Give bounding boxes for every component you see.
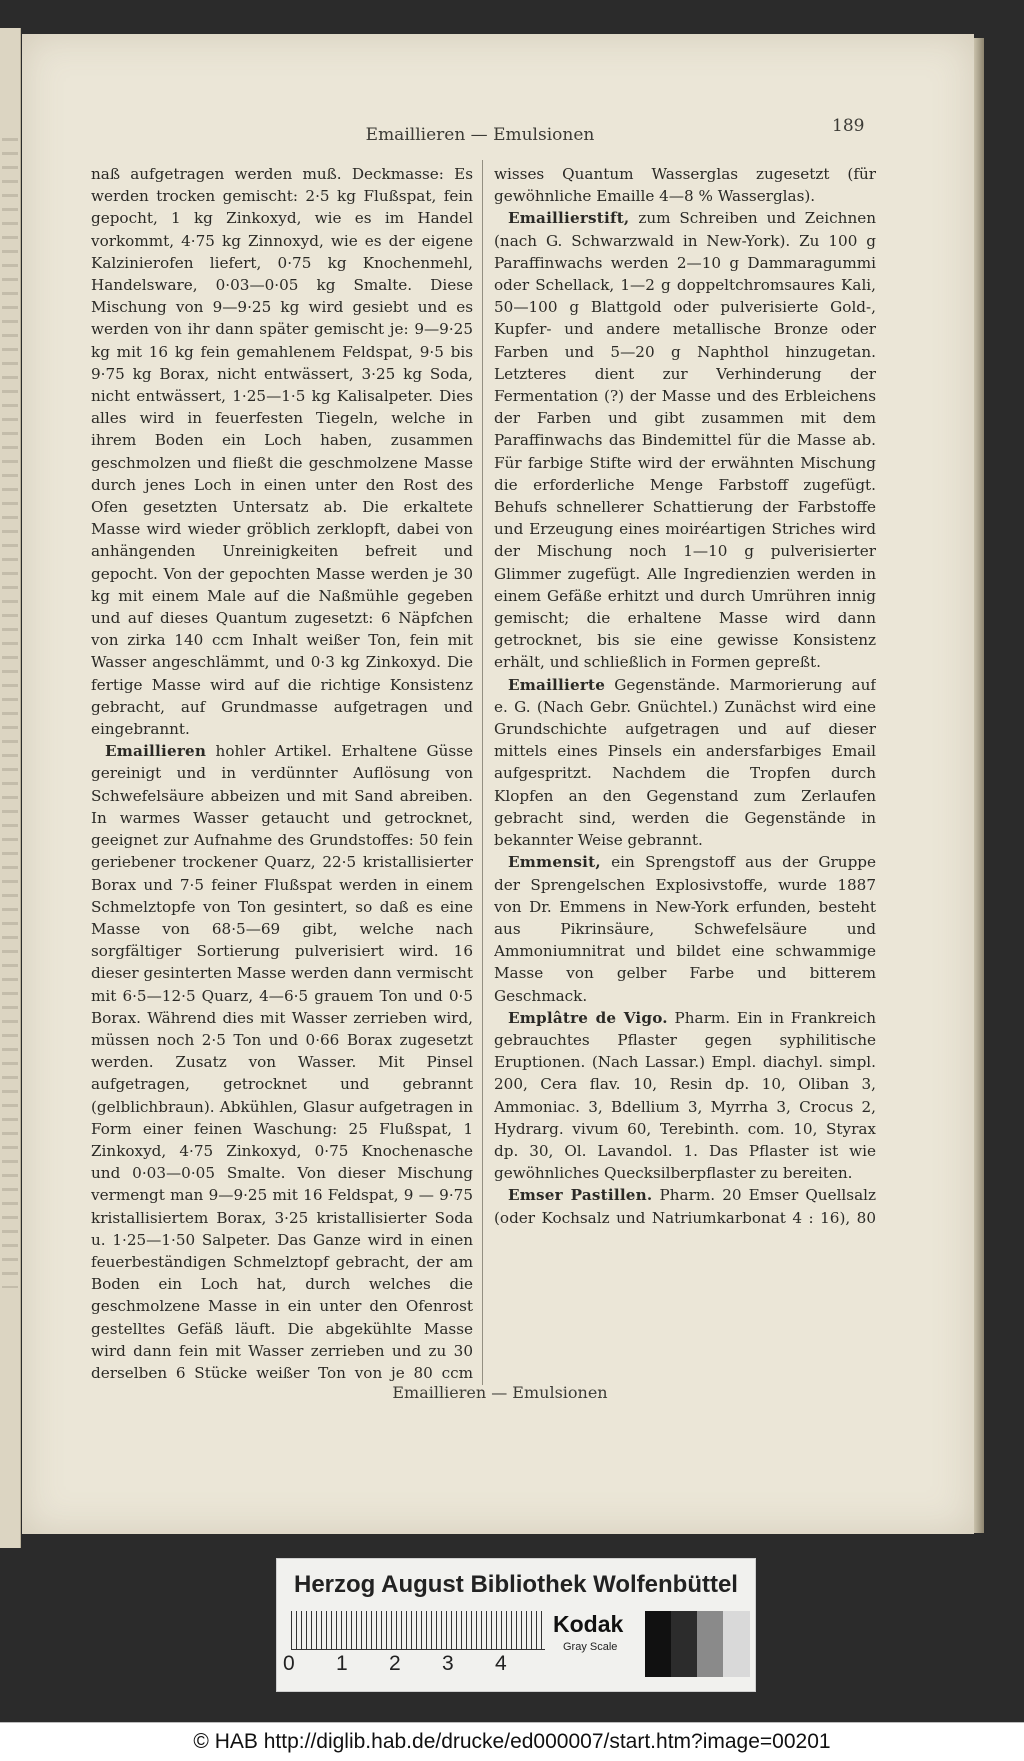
gray-patch <box>645 1611 672 1677</box>
centimeter-ruler <box>291 1611 545 1650</box>
color-scale-card <box>276 1558 756 1692</box>
entry-text: Pharm. 20 Emser Quellsalz (oder Kochsalz und Natriumkarbonat 4 : 16), 80 <box>494 1186 876 1225</box>
running-head: Emaillieren — Emulsionen <box>365 125 595 145</box>
entry-text: hohler Artikel. Erhaltene Güsse gereinigt und in verdünnter Auflösung von Schwefelsäure abbeizen und mit Sand abreiben. In warmes Wasser getaucht und getrocknet, geeignet zur Aufnahme des Grundstoffes: 50 fein geriebener trockener Quarz, 22·5 kristallisierter Borax und 7·5 feiner Flußspat werden in einem Schmelztopfe von Ton gesintert, so daß es eine Masse von 68·5—69 gibt, welche nach sorgfältiger Sortierung pulverisiert wird. 16 dieser gesinterten Masse werden dann vermischt mit 6·5—12·5 Quarz, 4—6·5 grauem Ton und 0·5 Borax. Während dies mit Wasser zerrieben wird, müssen noch 2·5 Ton und 0·66 Borax zugesetzt werden. Zusatz von Wasser. Mit Pinsel aufgetragen, getrocknet und gebrannt (gelblichbraun). Abkühlen, Glasur aufgetragen in Form einer feinen Waschung: 25 Flußspat, 1 Zinkoxyd, 4·75 Zinkoxyd, 0·75 Knochenasche und 0·03—0·05 Smalte. Von dieser Mischung vermengt man 9—9·25 mit 16 Feldspat, 9 — 9·75 kristallisiertem Borax, 3·25 kristallisierter Soda u. 1·25—1·50 Salpeter. Das Ganze wird in einen feuerbeständigen Schmelztopf gebracht, der am Boden ein Loch hat, durch welches die geschmolzene Masse in ein unter den Ofenrost gestelltes Gefäß läuft. Die abgekühlte Masse wird dann fein mit Wasser zerrieben und zu 30 derselben 6 Stücke weißer Ton von je 80 ccm <box>91 742 473 1382</box>
kodak-logo: Kodak <box>553 1611 624 1637</box>
entry-headword: Emmensit, <box>508 853 601 872</box>
previous-page-text-marks <box>2 138 18 1288</box>
entry-headword: Emaillieren <box>105 742 207 761</box>
entry-text: naß aufgetragen werden muß. Deckmasse: Es werden trocken gemischt: 2·5 kg Flußspat, fein gepocht, 1 kg Zinkoxyd, wie es im Handel vorkommt, 4·75 kg Zinnoxyd, wie es der eigene Kalzinierofen liefert, 0·75 kg Knochenmehl, Handelsware, 0·03—0·05 kg Smalte. Diese Mischung von 9—9·25 kg wird gesiebt und es werden von ihr dann später gemischt je: 9—9·25 kg mit 16 kg fein gemahlenem Feldspat, 9·5 bis 9·75 kg Borax, nicht entwässert, 3·25 kg Soda, nicht entwässert, 1·25—1·5 kg Kalisalpeter. Dies alles wird in feuerfesten Tiegeln, welche in ihrem Boden ein Loch haben, zusammen geschmolzen und fließt die geschmolzene Masse durch jenes Loch in einen unter den Rost des Ofen gesetzten Untersatz ab. Die erkaltete Masse wird wieder gröblich zerklopft, dabei von anhängenden Unreinigkeiten befreit und gepocht. Von der gepochten Masse werden je 30 kg mit einem Male auf die Naßmühle gegeben und auf dieses Quantum zugesetzt: 6 Näpfchen von zirka 140 ccm Inhalt weißer Ton, fein mit Wasser angeschlämmt, und 0·3 kg Zinkoxyd. Die fertige Masse wird auf die richtige Konsistenz gebracht, auf Grundmasse aufgetragen und eingebrannt. <box>91 165 473 739</box>
entry-text: ein Sprengstoff aus der Gruppe der Sprengelschen Explosivstoffe, wurde 1887 von Dr. Emmens in New-York erfunden, besteht aus Pikrinsäure, Schwefelsäure und Ammoniumnitrat und bildet eine schwammige Masse von gelber Farbe und bitterem Geschmack. <box>494 853 876 1005</box>
previous-page-edge <box>0 28 21 1548</box>
page-stack-edge <box>974 38 984 1533</box>
left-column <box>91 163 473 1385</box>
gray-patch <box>697 1611 724 1677</box>
column-rule <box>482 160 483 1385</box>
gray-scale-patches <box>645 1611 751 1677</box>
ruler-number: 4 <box>495 1652 507 1675</box>
gray-patch <box>671 1611 698 1677</box>
right-column <box>494 163 876 1225</box>
entry-paragraph <box>494 851 876 1006</box>
entry-text: wisses Quantum Wasserglas zugesetzt (für gewöhnliche Emaille 4—8 % Wasserglas). <box>494 165 876 206</box>
library-name: Herzog August Bibliothek Wolfenbüttel <box>294 1571 738 1598</box>
entry-text: Gegenstände. Marmorierung auf e. G. (Nach Gebr. Gnüchtel.) Zunächst wird eine Grundschichte aufgetragen und auf dieser mittels eines Pinsels ein andersfarbiges Email aufgespritzt. Nachdem die Tropfen durch Klopfen an den Gegenstand zum Zerlaufen gebracht sind, werden die Gegenstände in bekannter Weise gebrannt. <box>494 675 876 850</box>
ruler-number: 1 <box>336 1652 348 1675</box>
entry-headword: Emser Pastillen. <box>508 1186 653 1205</box>
footer-bar <box>0 1722 1024 1761</box>
entry-text: zum Schreiben und Zeichnen (nach G. Schwarzwald in New-York). Zu 100 g Paraffinwachs werden 2—10 g Dammaragummi oder Schellack, 1—2 g doppeltchromsaures Kali, 50—100 g Blattgold oder pulverisierte Gold-, Kupfer- und andere metallische Bronze oder Farben und 5—20 g Naphthol hinzugetan. Letzteres dient zur Verhinderung der Fermentation (?) der Masse und des Erbleichens der Farben und gibt zusammen mit dem Paraffinwachs das Bindemittel für die Masse ab. Für farbige Stifte wird der erwähnten Mischung die erforderliche Menge Farbstoff zugefügt. Behufs schnellerer Schattierung der Farbstoffe und Erzeugung eines moiréartigen Striches wird der Mischung noch 1—10 g pulverisierter Glimmer zugefügt. Alle Ingredienzien werden in einem Gefäße erhitzt und durch Umrühren innig gemischt; die erhaltene Masse wird dann getrocknet, bis sie eine gewisse Konsistenz erhält, und schließlich in Formen gepreßt. <box>494 209 876 672</box>
gray-patch <box>723 1611 750 1677</box>
ruler-number: 0 <box>283 1652 295 1675</box>
footer-credit: © HAB http://diglib.hab.de/drucke/ed000007/start.htm?image=00201 <box>193 1730 831 1753</box>
entry-headword: Emplâtre de Vigo. <box>508 1008 668 1027</box>
continued-paragraph <box>91 163 473 740</box>
ruler-numbers <box>283 1652 583 1680</box>
entry-headword: Emaillierte <box>508 675 606 694</box>
ruler-number: 3 <box>442 1652 454 1675</box>
page-number: 189 <box>832 116 865 136</box>
running-foot: Emaillieren — Emulsionen <box>392 1383 608 1402</box>
entry-paragraph <box>494 207 876 673</box>
entry-paragraph <box>494 1184 876 1225</box>
entry-text: Pharm. Ein in Frankreich gebrauchtes Pflaster gegen syphilitische Eruptionen. (Nach Lassar.) Empl. diachyl. simpl. 200, Cera flav. 10, Resin dp. 10, Oliban 3, Ammoniac. 3, Bdellium 3, Myrrha 3, Crocus 2, Hydrarg. vivum 60, Terebinth. com. 10, Styrax dp. 30, Ol. Lavandol. 1. Das Pflaster ist wie gewöhnliches Quecksilberpflaster zu bereiten. <box>494 1008 876 1183</box>
continued-paragraph <box>494 163 876 207</box>
ruler-number: 2 <box>389 1652 401 1675</box>
entry-paragraph <box>91 740 473 1385</box>
entry-headword: Emaillierstift, <box>508 209 630 228</box>
entry-paragraph <box>494 674 876 852</box>
entry-paragraph <box>494 1007 876 1185</box>
gray-scale-label: Gray Scale <box>563 1641 618 1653</box>
